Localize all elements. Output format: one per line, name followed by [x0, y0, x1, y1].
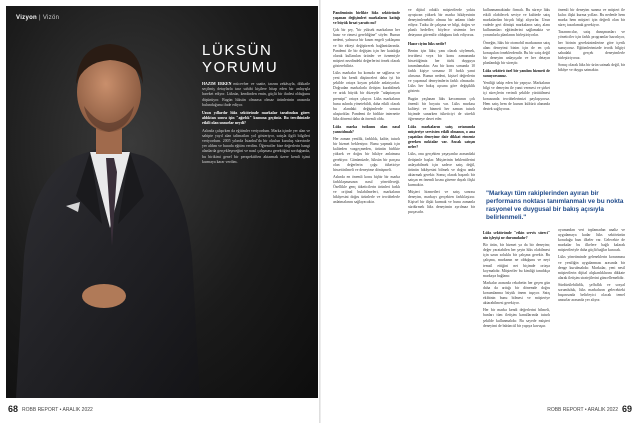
text-column-3 [483, 8, 550, 194]
body-paragraph: Örneğin, lüks bir otomobil markasının satış alanı deneyimi bizim için de en çok konuşulan örneklerdendir. Bu bir satış değil bir deneyim anlayışıdır ve her detayın planlandığı bir süreçtir. [483, 40, 550, 65]
text-column-2 [408, 8, 475, 400]
text-column-1 [333, 8, 400, 400]
interview-question: Lüks markaların satış ortamında müşteriye servisten etkili olmanın, o ana yaşatılan deneyime dair dikkat etmeniz gereken noktalar var. Ancak satışın neler? [408, 124, 475, 150]
body-paragraph: kullanmamaktadır firmalı. Bu süreçe lüks etkili olabilecek seviye ve kalitede satış markalardan birçok bilgi alıyorlar. Uzun vadede geri dönüşü markaların satış alanı kullanımları eğitimlerini sağlamakta ve yorumlarla planlarını birleştiriyorlar. [483, 8, 550, 38]
interview-question: Lüks sektörü özel bir yanılım hizmeti de sunuyorsunuz. [483, 69, 550, 79]
body-paragraph: Her bir marka kendi değerlerini bilmeli, bunları tüm iletişim kanallarında tutarlı şekilde kullanmalıdır. Bu sayede müşteri deneyimi de bütüncül bir yapıya kavuşur. [483, 308, 550, 328]
text-column-4 [558, 8, 625, 194]
body-paragraph: Yeniliği takip eden bir yapıyız. Markaların bilgi ve deneyim ile yanıt vermesi ve şirket içi süreçlerin verimli şekilde yürütülmesi konusunda tecrübelerimizi paylaşıyoruz. Hem satış hem de kurum kültürü alanında destek sağlıyoruz. [483, 81, 550, 111]
section-sublabel: Vizön [42, 15, 60, 21]
page-number-right: 69 [621, 404, 632, 414]
body-paragraph: Lüks markalar bu konuda ne sağlarsa ve yeni biz kendi düşünceleri daha iyi bir şekilde ortaya koyan şekilde anlatıyorlar. Doğrudan markalarla iletişim kurabilmek ve artık büyük bir düzeyde "adaptasyon prensipi" ortaya çıkıyor. Lüks markaların bunu aslında yönetebildi, daha etkili olarak bu alandaki değişimlerde sonuca ulaştırdılar. Pandemi ile birlikte internette lüks dönemi daha da önemli oldu. [333, 71, 400, 121]
article-headline [202, 42, 278, 76]
text-column-4-lower [558, 228, 625, 400]
body-paragraph: Sonuç olarak lüks bir ürün satmak değil, bir hikâye ve duygu satmaktır. [558, 62, 625, 73]
body-paragraph: ve dijital odaklı müşterilerde yoktu ayrıştıran yüksek bir marka hikâyesinin deneyimlenebilir olması bir anlamı ifade ediyor. Tutku ile çalışma ve bilgi, doğru ve planlı hedefler; böylece sistemin her detayının güvenilir olduğunu fark ediyoruz. [408, 8, 475, 38]
headline-line-1: LÜKSÜN [202, 42, 273, 59]
folio-right-text: ROBB REPORT • ARALIK 2022 [547, 407, 618, 413]
body-paragraph: Bugün yaşlanan lüks kavramının çok önemli bir boyutu var. Lüks markası kaliteyi ve hizmeti her zaman tutarlı biçimde sunarken tüketiciyi de sürekli öğrenmeye davet eder. [408, 96, 475, 121]
folio-right [547, 404, 632, 414]
body-paragraph: Aslında en önemli konu hiçbir bir marka farklılaşmasının nasıl yönetileceği. Özellikle genç tüketicilerin ürünleri farklı ve orijinal bulabilmeleri, markaların hikâyesini doğru ürünlerle ve tecrübelerle anlatmalarını sağlayacaktır. [333, 174, 400, 205]
question-1: Uzun yıllardır lüks sektöründe markalar tarafından görev aldıktan sonra işin "ağırlık" kısmına geçtiniz. Bu tercihinizde etkili olan unsurlar neydi? [202, 111, 310, 126]
portrait-photo [6, 6, 206, 398]
page-number-left: 68 [8, 404, 19, 414]
lead-paragraph [202, 82, 310, 108]
left-page [0, 0, 319, 423]
body-paragraph: önemli bir deneyim sunma ve müşteri ile kalıcı ilişki kurma yolları. Bu nedenle hem marka hem müşteri için değerli olan bir süreç tasarlamak gerekiyor. [558, 8, 625, 28]
right-page [321, 0, 640, 423]
interview-question: Hazır ciyim lüks nedir? [408, 41, 447, 46]
body-paragraph: Benim için lüks; yanı olarak söylemek, tecrübesi veya bir konu zamanında hissettiğimiz her türlü duyguyu tanımlamaktır. Anı bir konu sonunda 10 farklı kişiye sorsanız 10 farklı yanıt alırsınız. Bunun nedeni, kişisel değerlerin ve yaşamsal deneyimlerin farklı olmasıdır. Lüks her bakış açısına göre değişiklik gösterir. [408, 48, 475, 94]
body-paragraph: Her zaman yenilik, farklılık, kalite, tutarlı bir hizmet bekleniyor. Bunu yapmak için kaliteden vazgeçmeden, ürünün birlikte yüksek ve doğru bir hikâye anlatması gerekiyor. Günümüzde, lüksün bir parçası olan değerlerin çoğu tüketiciye hissettirilmeli ve deneyime dönüşmeli. [333, 137, 400, 172]
body-paragraph: Markalar arasında rekabetin her geçen gün daha da arttığı bir dönemde doğru konumlanma büyük önem taşıyor. Satış ekibinin bunu bilmesi ve müşteriye aktarabilmesi gerekiyor. [483, 280, 550, 306]
intro-text-column [202, 82, 310, 167]
section-label: Vizyon [16, 15, 38, 21]
section-tag: Vizyon | Vizön [16, 15, 60, 21]
body-paragraph: Lüks, onu gerçekten yaşayanlar arasındaki iletişimle başlar. Müşterinin beklentilerini anlayabilmek için sadece satış değil, ürünün hikâyesini bilmek ve doğru anda aktarmak gerekir. Sonuç olarak başarılı bir satışın en önemli kısmı güvene dayalı ilişki kurmaktır. [408, 152, 475, 187]
body-paragraph: Müşteri hizmetleri ve satış sonrası deneyim, markayı gerçekten farklılaştırır. Kişisel bir ilişki kurmak ve bunu zamanla sürdürmek lüks deneyimin ayrılmaz bir parçasıdır. [408, 190, 475, 215]
body-paragraph: Sürdürülebilirlik, şeffaflık ve sosyal sorumluluk, lüks markaların gelecekteki başarısında belirleyici olacak temel unsurlar arasında yer alıyor. [558, 282, 625, 303]
body-paragraph: Lüks yönetiminde geleneklerin korunması ve yeniliğin uygulanması arasında bir denge kurulmalıdır. Markalar, yeni nesil müşterilerin dijital alışkanlıklarını dikkate alarak iletişim stratejilerini güncellemelidir. [558, 255, 625, 280]
body-paragraph: Tasarımcılar, satış danışmanları ve yöneticiler için farklı programlar hazırlıyor, her birinin gereksinimlerine göre içerik sunuyoruz. Eğitimlerimizde teorik bilgiyi sahadaki gerçek deneyimlerle birleştiriyoruz. [558, 30, 625, 60]
interview-question: Pandeminin birlikte lüks sektöründe yaşanan değişimleri markaların kattığı ve büyük fırsat yarattı mı? [333, 11, 400, 26]
interview-question: Lüks marka tutkunu olan nasıl yansıtılmalı? [333, 124, 400, 135]
lead-text: mücevher ve saatte, tarzını zekâsıyla, dikkatle seçilmiş detaylarla tarz sahibi kişilere hitap eden bir anlayışla hareket ediyor. Lüksün, kendinden emin, güçlü bir ifadesi olduğunu düşünüyor. Bugün lüksün olmazsa olmaz ürünlerinin arasında bulunduğunu ifade ediyor. [202, 82, 310, 107]
interview-question: Lüks sektöründe "etkin servis süreci" nin işleyişi ne durumdadır? [483, 231, 550, 241]
pull-quote: "Markayı tüm rakiplerinden ayıran bir performans noktası tanımlanmalı ve bu nokta rasyonel ve duygusal bir bakış açısıyla belirlenmeli." [486, 190, 624, 221]
folio-left [8, 404, 93, 414]
body-paragraph: Bir ürün, bir hizmet ya da bir deneyim; değer yaratabilen her şeyin lüks olabilmesi için uzun soluklu bir çalışma gerekir. Bu çalışma, markanın ne olduğunu ve neyi temsil ettiğini net biçimde ortaya koymalıdır. Müşteriler bu kimliği tanıdıkça markaya bağlanır. [483, 243, 550, 278]
folio-left-text: ROBB REPORT • ARALIK 2022 [22, 407, 93, 413]
headline-line-2: YORUMU [202, 59, 279, 76]
body-paragraph: oyunundan veri toplamadan analiz ve uygulamaya kadar lüks sektörünün koruduğu bazı ilkeler var. Gelecekte de markalar bu ilkelere bağlı kalarak müşterileriyle daha güçlü bağlar kuracak. [558, 228, 625, 253]
portrait-panel [6, 6, 318, 398]
text-column-3-lower [483, 228, 550, 400]
answer-1: Aslında çalışırken da eğitimler veriyordum. Marka içinde yer alan ve sahipte yayıl alan talimatları yol gösteriyor, satışla ilgili bilgileri veriyordum. 2005 yılında İstanbul'da bir okulun kuruluş sürecinde yer aldım ve burada eğitim verdim. Öğrenciler bize değerlerin hangi alanlarda gerçekleşeceğini ve nasıl çalışması gerektiğini sorduğunda, bu birikimi genel bir perspektiften aktarmak üzere kendi işimi kurmaya karar verdim. [202, 128, 310, 164]
body-paragraph: Çok bir şey, "bir yüksek markaların her hazır ve rimesi gereldiğine" söyler. Bunun nedeni, yalnızca bir kısım engeli yaklaşımı ve bir ekteyi değiştirerek bağlantılarında. Pandemi ile bir değişim için her kataloğa olarak kullanılan ürünler ve öznemiyle müşteri nezdindeki değerlerini örnek olarak gösterebiliriz. [333, 28, 400, 68]
lead-name: HAZIM ERKEN [202, 82, 232, 86]
